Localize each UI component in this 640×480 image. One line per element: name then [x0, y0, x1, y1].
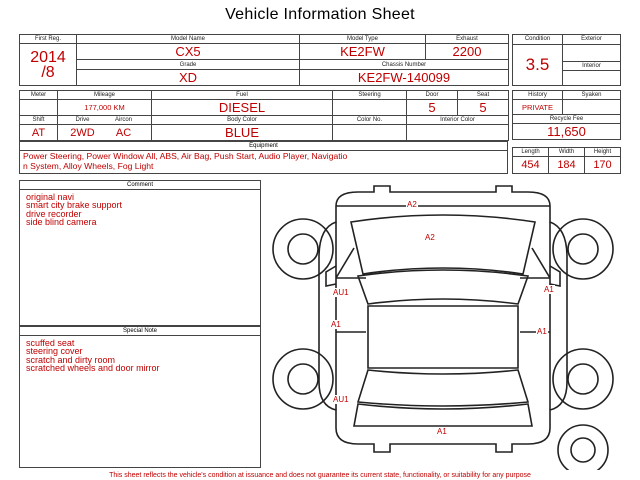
height-value: 170	[585, 157, 621, 174]
equipment-line-1: Power Steering, Power Window All, ABS, Air Bag, Push Start, Audio Player, Navigatio	[23, 151, 348, 161]
color-no-label: Color No.	[333, 116, 407, 125]
special-note-label: Special Note	[20, 327, 260, 336]
damage-hood: A2	[425, 233, 435, 242]
body-color-value: BLUE	[152, 125, 333, 141]
seat-label: Seat	[458, 91, 509, 100]
chassis-number-value: KE2FW-140099	[300, 69, 509, 85]
length-value: 454	[513, 157, 549, 174]
spare-tire	[558, 425, 608, 470]
shift-label: Shift	[20, 116, 58, 125]
comment-line: drive recorder	[26, 208, 82, 219]
drive-aircon-labels	[58, 116, 152, 125]
right-mirror	[550, 266, 560, 286]
body-color-label: Body Color	[152, 116, 333, 125]
comment-lines	[20, 190, 260, 230]
left-mirror	[326, 266, 336, 286]
history-table	[512, 90, 621, 140]
drive-aircon-values	[58, 125, 152, 141]
condition-value: 3.5	[513, 44, 563, 85]
rear-window	[358, 370, 528, 406]
model-type-label: Model Type	[300, 35, 426, 44]
damage-right-rear-door: A1	[537, 327, 547, 336]
recycle-fee-value: 11,650	[513, 124, 621, 140]
special-note-box	[19, 326, 261, 468]
rear-left-wheel	[273, 349, 333, 409]
disclaimer-footer: This sheet reflects the vehicle's condition at issuance and does not guarantee its current state, functionality, or suitability for any purpose	[109, 472, 531, 479]
width-value: 184	[549, 157, 585, 174]
interior-color-value	[407, 125, 509, 141]
meter-value	[20, 100, 58, 116]
drive-label: Drive	[75, 117, 90, 123]
first-reg-month: /8	[41, 63, 55, 81]
steering-value	[333, 100, 407, 116]
model-type-value: KE2FW	[300, 44, 426, 60]
door-value: 5	[407, 100, 458, 116]
comment-line: side blind camera	[26, 217, 97, 228]
roof	[368, 306, 518, 368]
damage-rear-bumper: A1	[437, 427, 447, 436]
exhaust-label: Exhaust	[426, 35, 509, 44]
comment-line: original navi	[26, 192, 75, 202]
syaken-value	[563, 100, 621, 115]
history-label: History	[513, 91, 563, 100]
model-name-value: CX5	[77, 44, 300, 60]
equipment-text	[20, 151, 507, 172]
comment-label: Comment	[20, 181, 260, 190]
aircon-value: AC	[115, 126, 132, 139]
equipment-label: Equipment	[20, 142, 507, 151]
hood	[351, 215, 535, 274]
tailgate	[354, 404, 532, 426]
interior-label: Interior	[563, 61, 621, 71]
special-note-lines	[20, 336, 260, 376]
first-reg-year: 2014	[30, 48, 66, 66]
fuel-value: DIESEL	[152, 100, 333, 116]
damage-right-front-fender: A1	[544, 285, 554, 294]
exterior-value	[563, 44, 621, 61]
spare-tire-rim	[571, 438, 595, 462]
grade-label: Grade	[77, 60, 300, 69]
special-note-line: scuffed seat	[26, 338, 75, 348]
first-reg-value	[20, 44, 77, 86]
comment-line: smart city brake support	[26, 200, 123, 211]
exterior-label: Exterior	[563, 35, 621, 45]
front-left-wheel-rim	[288, 234, 318, 264]
damage-left-front-door: A1	[331, 320, 341, 329]
color-no-value	[333, 125, 407, 141]
damage-front-bumper: A2	[407, 200, 417, 209]
damage-left-front-fender: AU1	[333, 288, 349, 297]
sheet-title: Vehicle Information Sheet	[225, 6, 415, 23]
interior-value	[563, 71, 621, 86]
interior-color-label: Interior Color	[407, 116, 509, 125]
door-label: Door	[407, 91, 458, 100]
seat-value: 5	[458, 100, 509, 116]
vehicle-id-table	[19, 34, 509, 86]
equipment-line-2: n System, Alloy Wheels, Fog Light	[23, 160, 154, 171]
shift-value: AT	[20, 125, 58, 141]
height-label: Height	[585, 148, 621, 157]
special-note-line: steering cover	[26, 346, 83, 357]
drive-value: 2WD	[70, 126, 95, 139]
special-note-line: scratched wheels and door mirror	[26, 363, 160, 374]
rear-right-wheel	[553, 349, 613, 409]
length-label: Length	[513, 148, 549, 157]
condition-table	[512, 34, 621, 86]
meter-label: Meter	[20, 91, 58, 100]
equipment-box	[19, 141, 508, 174]
width-label: Width	[549, 148, 585, 157]
history-value: PRIVATE	[513, 100, 563, 115]
windshield	[358, 270, 528, 304]
aircon-label: Aircon	[114, 117, 132, 123]
mileage-label: Mileage	[58, 91, 152, 100]
right-side-panels	[520, 222, 550, 410]
steering-label: Steering	[333, 91, 407, 100]
front-right-wheel	[553, 219, 613, 279]
mileage-value: 177,000 KM	[58, 100, 152, 116]
front-right-wheel-rim	[568, 234, 598, 264]
damage-left-rear-fender: AU1	[333, 395, 349, 404]
exhaust-value: 2200	[426, 44, 509, 60]
first-reg-label: First Reg.	[20, 35, 77, 44]
special-note-line: scratch and dirty room	[26, 354, 116, 365]
front-left-wheel	[273, 219, 333, 279]
chassis-number-label: Chassis Number	[300, 60, 509, 69]
comment-box	[19, 180, 261, 326]
fuel-label: Fuel	[152, 91, 333, 100]
model-name-label: Model Name	[77, 35, 300, 44]
specs-table	[19, 90, 509, 141]
syaken-label: Syaken	[563, 91, 621, 100]
rear-left-wheel-rim	[288, 364, 318, 394]
rear-right-wheel-rim	[568, 364, 598, 394]
condition-label: Condition	[513, 35, 563, 45]
grade-value: XD	[77, 69, 300, 85]
left-side-panels	[336, 222, 366, 410]
recycle-fee-label: Recycle Fee	[513, 115, 621, 124]
dimensions-table	[512, 147, 621, 174]
